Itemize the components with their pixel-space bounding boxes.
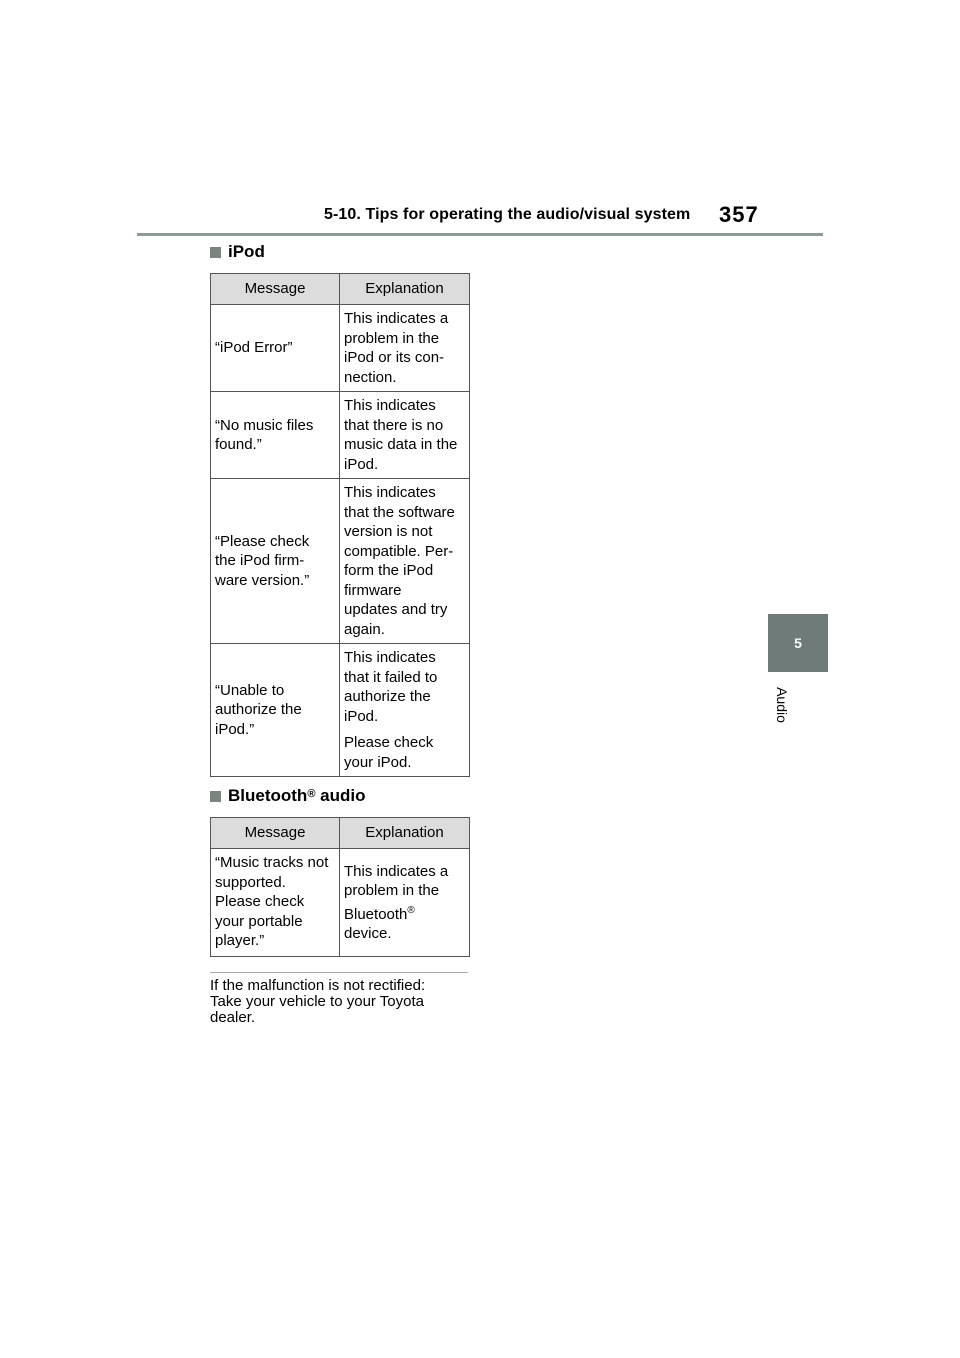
table-row (211, 479, 470, 644)
column-header-message: Message (211, 274, 340, 305)
explanation-text (344, 862, 465, 944)
registered-mark: ® (407, 904, 415, 916)
page-number: 357 (719, 202, 759, 227)
message-cell (211, 644, 340, 777)
message-text: “Please check the iPod firm- ware version.” (215, 532, 310, 589)
explanation-text-main: This indicates a problem in the Bluetooth (344, 862, 449, 923)
chapter-number: 5 (794, 635, 802, 651)
message-text: “iPod Error” (215, 339, 293, 357)
chapter-label (768, 672, 796, 738)
footer-divider (210, 972, 468, 973)
header-divider (137, 233, 823, 236)
column-header-message: Message (211, 818, 340, 849)
explanation-text: This indicates that it failed to authorize the iPod. (344, 649, 438, 725)
registered-mark: ® (307, 788, 316, 800)
message-cell (211, 305, 340, 392)
bluetooth-message-table (210, 817, 470, 957)
section-heading-text: Bluetooth (228, 786, 308, 805)
message-text: “No music files found.” (215, 416, 314, 453)
table-row (211, 392, 470, 479)
explanation-text: This indicates that the software version is not compatible. Per- form the iPod firmware updates and try again. (344, 484, 455, 638)
table-row (211, 849, 470, 957)
section-heading-suffix: audio (315, 786, 366, 805)
table-header-row (211, 274, 470, 305)
explanation-text: This indicates a problem in the iPod or its con- nection. (344, 310, 449, 386)
explanation-cell (340, 849, 470, 957)
ipod-message-table (210, 273, 470, 777)
column-header-explanation: Explanation (340, 818, 470, 849)
footer-note: If the malfunction is not rectified: Take your vehicle to your Toyota dealer. (210, 977, 426, 1026)
explanation-cell (340, 479, 470, 644)
explanation-cell (340, 644, 470, 777)
column-header-explanation: Explanation (340, 274, 470, 305)
explanation-cell (340, 392, 470, 479)
square-bullet-icon (210, 247, 221, 258)
section-heading-ipod (210, 242, 265, 262)
chapter-label-text: Audio (774, 687, 790, 723)
table-row (211, 644, 470, 777)
section-heading-text: iPod (228, 242, 265, 261)
message-cell (211, 479, 340, 644)
explanation-text: This indicates that there is no music data in the iPod. (344, 397, 458, 473)
square-bullet-icon (210, 791, 221, 802)
table-row (211, 305, 470, 392)
table-header-row (211, 818, 470, 849)
message-text: “Unable to authorize the iPod.” (215, 681, 302, 738)
message-text: “Music tracks not supported. Please check your portable player.” (215, 854, 329, 949)
explanation-text-secondary: Please check your iPod. (344, 734, 434, 771)
message-cell (211, 392, 340, 479)
section-heading-bluetooth (210, 786, 366, 806)
page-header-title: 5-10. Tips for operating the audio/visual system (324, 206, 691, 223)
explanation-cell (340, 305, 470, 392)
chapter-tab (768, 614, 828, 672)
message-cell (211, 849, 340, 957)
explanation-text-end: device. (344, 925, 392, 942)
